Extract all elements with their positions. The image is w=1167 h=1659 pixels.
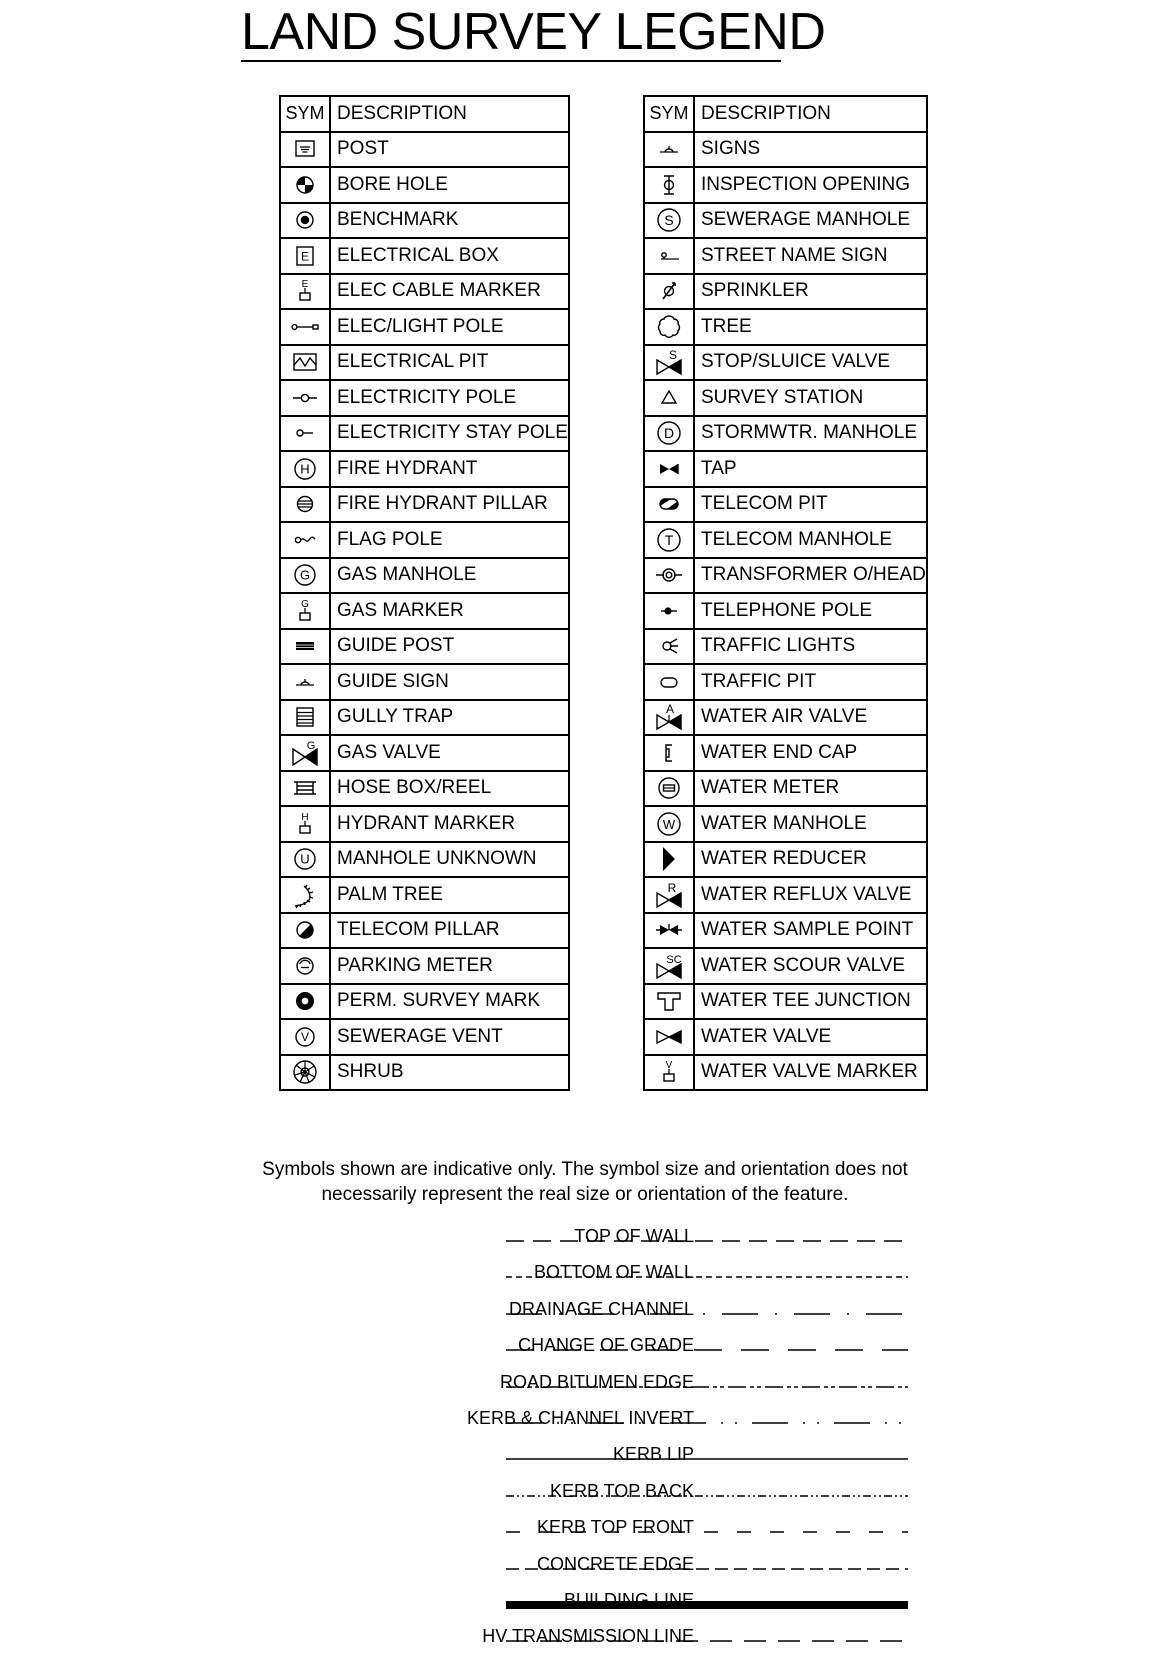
- description-cell: TRANSFORMER O/HEAD: [694, 558, 927, 594]
- legend-row: [644, 735, 927, 771]
- line-type-label: HV TRANSMISSION LINE: [482, 1626, 694, 1647]
- symbol-cell: [644, 558, 694, 594]
- legend-row: [644, 558, 927, 594]
- symbol-cell: [280, 132, 330, 168]
- legend-row: [280, 522, 569, 558]
- legend-row: [644, 700, 927, 736]
- description-cell: GUIDE POST: [330, 629, 569, 665]
- description-cell: PARKING METER: [330, 948, 569, 984]
- description-cell: ELECTRICAL PIT: [330, 345, 569, 381]
- description-cell: SHRUB: [330, 1055, 569, 1091]
- line-type-row: [230, 1513, 930, 1549]
- line-type-label: BOTTOM OF WALL: [533, 1262, 694, 1283]
- symbol-cell: [644, 203, 694, 239]
- survey-station-icon: [655, 384, 683, 412]
- legend-row: [644, 1019, 927, 1055]
- line-type-row: [230, 1622, 930, 1658]
- transformer-ohead-icon: [655, 561, 683, 589]
- legend-row: [280, 593, 569, 629]
- bore-hole-icon: [291, 171, 319, 199]
- line-type-row: [230, 1222, 930, 1258]
- description-cell: STOP/SLUICE VALVE: [694, 345, 927, 381]
- legend-row: [644, 984, 927, 1020]
- description-cell: SPRINKLER: [694, 274, 927, 310]
- page-title: LAND SURVEY LEGEND: [241, 3, 826, 61]
- symbol-cell: [644, 522, 694, 558]
- line-type-label: DRAINAGE CHANNEL: [508, 1298, 694, 1319]
- svg-text:SC: SC: [666, 953, 682, 966]
- description-cell: WATER METER: [694, 771, 927, 807]
- palm-tree-icon: [291, 881, 319, 909]
- legend-row: [644, 132, 927, 168]
- symbol-cell: [280, 877, 330, 913]
- line-sample-dash-short-dot: [506, 1382, 908, 1392]
- description-cell: ELEC/LIGHT POLE: [330, 309, 569, 345]
- disclaimer-line-1: Symbols shown are indicative only. The symbol size and orientation does not: [262, 1159, 908, 1180]
- description-cell: SURVEY STATION: [694, 380, 927, 416]
- svg-text:G: G: [306, 739, 316, 752]
- gully-trap-icon: [291, 703, 319, 731]
- symbol-cell: [280, 735, 330, 771]
- description-cell: FIRE HYDRANT PILLAR: [330, 487, 569, 523]
- svg-text:H: H: [301, 811, 309, 823]
- svg-text:G: G: [301, 598, 309, 610]
- parking-meter-icon: [291, 952, 319, 980]
- line-type-label: KERB TOP FRONT: [536, 1517, 694, 1538]
- legend-row: [280, 1055, 569, 1091]
- symbol-cell: [280, 806, 330, 842]
- symbol-cell: [644, 451, 694, 487]
- water-meter-icon: [655, 774, 683, 802]
- telecom-manhole-icon: [655, 526, 683, 554]
- left-legend-table: [279, 95, 570, 1091]
- symbol-cell: [644, 842, 694, 878]
- description-cell: WATER AIR VALVE: [694, 700, 927, 736]
- legend-row: [280, 1019, 569, 1055]
- electricity-stay-pole-icon: [291, 419, 319, 447]
- table-header-row: [280, 96, 569, 132]
- legend-row: [280, 771, 569, 807]
- description-cell: GULLY TRAP: [330, 700, 569, 736]
- legend-row: [280, 984, 569, 1020]
- symbol-cell: [280, 522, 330, 558]
- line-sample-long-dash: [506, 1236, 908, 1246]
- legend-row: [644, 416, 927, 452]
- symbol-cell: [280, 345, 330, 381]
- legend-row: [280, 132, 569, 168]
- stormwater-manhole-icon: [655, 419, 683, 447]
- shrub-icon: [291, 1058, 319, 1086]
- line-type-row: [230, 1295, 930, 1331]
- symbol-cell: [644, 806, 694, 842]
- description-header: DESCRIPTION: [330, 96, 569, 132]
- legend-row: [280, 664, 569, 700]
- description-cell: PALM TREE: [330, 877, 569, 913]
- description-cell: ELEC CABLE MARKER: [330, 274, 569, 310]
- fire-hydrant-icon: [291, 455, 319, 483]
- line-type-legend: [230, 1222, 930, 1659]
- description-cell: SIGNS: [694, 132, 927, 168]
- benchmark-icon: [291, 206, 319, 234]
- line-type-row: [230, 1586, 930, 1622]
- symbol-cell: [644, 913, 694, 949]
- elec-cable-marker-icon: [291, 277, 319, 305]
- legend-row: [644, 842, 927, 878]
- gas-valve-icon: [291, 739, 319, 767]
- water-sample-point-icon: [655, 916, 683, 944]
- legend-row: [280, 167, 569, 203]
- description-cell: SEWERAGE VENT: [330, 1019, 569, 1055]
- description-cell: TREE: [694, 309, 927, 345]
- inspection-opening-icon: [655, 171, 683, 199]
- symbol-cell: [644, 238, 694, 274]
- symbol-cell: [280, 664, 330, 700]
- symbol-cell: [644, 771, 694, 807]
- legend-row: [644, 274, 927, 310]
- legend-row: [280, 700, 569, 736]
- line-sample-dash-dot-dot: [506, 1418, 908, 1428]
- description-cell: GAS MANHOLE: [330, 558, 569, 594]
- legend-row: [280, 558, 569, 594]
- symbol-cell: [280, 700, 330, 736]
- description-cell: ELECTRICITY POLE: [330, 380, 569, 416]
- description-cell: BORE HOLE: [330, 167, 569, 203]
- line-type-label: BUILDING LINE: [563, 1589, 694, 1610]
- legend-row: [644, 877, 927, 913]
- water-manhole-icon: [655, 810, 683, 838]
- legend-row: [280, 345, 569, 381]
- description-cell: ELECTRICAL BOX: [330, 238, 569, 274]
- symbol-cell: [280, 771, 330, 807]
- legend-row: [280, 629, 569, 665]
- symbol-cell: [280, 984, 330, 1020]
- line-type-label: ROAD BITUMEN EDGE: [499, 1371, 694, 1392]
- symbol-cell: [644, 1019, 694, 1055]
- flag-pole-icon: [291, 526, 319, 554]
- description-cell: FIRE HYDRANT: [330, 451, 569, 487]
- svg-text:U: U: [300, 851, 310, 867]
- legend-row: [644, 664, 927, 700]
- symbol-cell: [280, 380, 330, 416]
- description-cell: WATER REDUCER: [694, 842, 927, 878]
- symbol-cell: [280, 593, 330, 629]
- description-cell: INSPECTION OPENING: [694, 167, 927, 203]
- svg-text:T: T: [664, 531, 674, 548]
- line-type-row: [230, 1331, 930, 1367]
- svg-text:A: A: [665, 703, 675, 717]
- svg-text:S: S: [664, 212, 674, 229]
- symbol-cell: [644, 132, 694, 168]
- water-end-cap-icon: [655, 739, 683, 767]
- legend-row: [280, 735, 569, 771]
- description-cell: WATER END CAP: [694, 735, 927, 771]
- description-cell: TRAFFIC LIGHTS: [694, 629, 927, 665]
- legend-row: [280, 203, 569, 239]
- legend-row: [644, 522, 927, 558]
- description-cell: BENCHMARK: [330, 203, 569, 239]
- legend-row: [280, 948, 569, 984]
- symbol-cell: [280, 451, 330, 487]
- legend-row: [644, 771, 927, 807]
- telephone-pole-icon: [655, 597, 683, 625]
- svg-text:H: H: [300, 461, 310, 477]
- symbol-cell: [280, 487, 330, 523]
- description-cell: POST: [330, 132, 569, 168]
- symbol-cell: [280, 416, 330, 452]
- table-header-row: [644, 96, 927, 132]
- symbol-cell: [280, 203, 330, 239]
- symbol-cell: [280, 1019, 330, 1055]
- line-type-label: KERB & CHANNEL INVERT: [466, 1407, 694, 1428]
- water-air-valve-icon: [655, 703, 683, 731]
- line-type-row: [230, 1440, 930, 1476]
- description-cell: TELECOM MANHOLE: [694, 522, 927, 558]
- symbol-cell: [280, 1055, 330, 1091]
- symbol-cell: [644, 345, 694, 381]
- legend-row: [644, 593, 927, 629]
- legend-row: [644, 629, 927, 665]
- svg-text:V: V: [300, 1029, 310, 1044]
- description-cell: TRAFFIC PIT: [694, 664, 927, 700]
- line-type-row: [230, 1368, 930, 1404]
- symbol-cell: [644, 380, 694, 416]
- description-cell: WATER TEE JUNCTION: [694, 984, 927, 1020]
- description-cell: WATER SCOUR VALVE: [694, 948, 927, 984]
- title-underline: [241, 60, 781, 62]
- guide-post-icon: [291, 632, 319, 660]
- description-cell: WATER REFLUX VALVE: [694, 877, 927, 913]
- tap-icon: [655, 455, 683, 483]
- legend-row: [280, 380, 569, 416]
- description-cell: TELEPHONE POLE: [694, 593, 927, 629]
- legend-row: [644, 380, 927, 416]
- legend-row: [644, 238, 927, 274]
- signs-icon: [655, 135, 683, 163]
- sym-header: SYM: [644, 96, 694, 132]
- legend-row: [644, 167, 927, 203]
- symbol-cell: [280, 629, 330, 665]
- svg-text:S: S: [668, 348, 678, 363]
- legend-row: [280, 309, 569, 345]
- symbol-cell: [644, 416, 694, 452]
- description-cell: MANHOLE UNKNOWN: [330, 842, 569, 878]
- electricity-pole-icon: [291, 384, 319, 412]
- line-type-label: TOP OF WALL: [574, 1226, 694, 1246]
- traffic-pit-icon: [655, 668, 683, 696]
- elec-light-pole-icon: [291, 313, 319, 341]
- description-cell: HYDRANT MARKER: [330, 806, 569, 842]
- perm-survey-mark-icon: [291, 987, 319, 1015]
- symbol-cell: [280, 948, 330, 984]
- symbol-cell: [280, 274, 330, 310]
- symbol-cell: [644, 593, 694, 629]
- symbol-cell: [280, 238, 330, 274]
- description-cell: TELECOM PIT: [694, 487, 927, 523]
- legend-row: [644, 451, 927, 487]
- water-valve-marker-icon: [655, 1058, 683, 1086]
- description-cell: HOSE BOX/REEL: [330, 771, 569, 807]
- svg-text:V: V: [665, 1060, 673, 1072]
- line-sample-dash-tight: [506, 1564, 908, 1574]
- electrical-pit-icon: [291, 348, 319, 376]
- line-type-row: [230, 1404, 930, 1440]
- legend-row: [644, 806, 927, 842]
- description-cell: SEWERAGE MANHOLE: [694, 203, 927, 239]
- disclaimer-line-2: necessarily represent the real size or orientation of the feature.: [321, 1184, 849, 1205]
- water-tee-junction-icon: [655, 987, 683, 1015]
- line-sample-thick-solid: [506, 1600, 908, 1610]
- symbol-cell: [644, 1055, 694, 1091]
- manhole-unknown-icon: [291, 845, 319, 873]
- description-cell: WATER MANHOLE: [694, 806, 927, 842]
- line-sample-solid: [506, 1454, 908, 1464]
- symbol-cell: [644, 877, 694, 913]
- street-name-sign-icon: [655, 242, 683, 270]
- line-sample-long-dash-wide: [506, 1345, 908, 1355]
- legend-row: [644, 487, 927, 523]
- description-cell: GAS VALVE: [330, 735, 569, 771]
- description-cell: TELECOM PILLAR: [330, 913, 569, 949]
- gas-marker-icon: [291, 597, 319, 625]
- symbol-cell: [280, 913, 330, 949]
- line-type-label: CHANGE OF GRADE: [517, 1335, 694, 1356]
- description-cell: WATER VALVE: [694, 1019, 927, 1055]
- description-cell: STREET NAME SIGN: [694, 238, 927, 274]
- description-header: DESCRIPTION: [694, 96, 927, 132]
- line-type-row: [230, 1550, 930, 1586]
- sewerage-vent-icon: [291, 1023, 319, 1051]
- legend-row: [644, 948, 927, 984]
- symbol-cell: [644, 309, 694, 345]
- legend-row: [280, 913, 569, 949]
- legend-row: [644, 1055, 927, 1091]
- legend-row: [644, 203, 927, 239]
- description-cell: PERM. SURVEY MARK: [330, 984, 569, 1020]
- description-cell: STORMWTR. MANHOLE: [694, 416, 927, 452]
- tree-icon: [655, 313, 683, 341]
- line-type-row: [230, 1258, 930, 1294]
- stop-sluice-valve-icon: [655, 348, 683, 376]
- legend-row: [644, 913, 927, 949]
- line-sample-short-dash: [506, 1272, 908, 1282]
- sewerage-manhole-icon: [655, 206, 683, 234]
- symbol-cell: [280, 842, 330, 878]
- line-type-row: [230, 1477, 930, 1513]
- fire-hydrant-pillar-icon: [291, 490, 319, 518]
- electrical-box-icon: [291, 242, 319, 270]
- description-cell: FLAG POLE: [330, 522, 569, 558]
- gas-manhole-icon: [291, 561, 319, 589]
- water-reflux-valve-icon: [655, 881, 683, 909]
- hydrant-marker-icon: [291, 810, 319, 838]
- post-icon: [291, 135, 319, 163]
- legend-row: [280, 451, 569, 487]
- svg-text:E: E: [300, 249, 310, 264]
- symbol-cell: [644, 700, 694, 736]
- line-sample-dash-wide: [506, 1636, 908, 1646]
- description-cell: WATER VALVE MARKER: [694, 1055, 927, 1091]
- line-sample-medium-dash: [506, 1527, 908, 1537]
- guide-sign-icon: [291, 668, 319, 696]
- legend-row: [280, 238, 569, 274]
- sprinkler-icon: [655, 277, 683, 305]
- line-type-label: KERB LIP: [612, 1444, 694, 1465]
- telecom-pit-icon: [655, 490, 683, 518]
- water-reducer-icon: [655, 845, 683, 873]
- hose-box-reel-icon: [291, 774, 319, 802]
- svg-text:W: W: [662, 816, 676, 832]
- line-sample-dash-dot: [506, 1309, 908, 1319]
- symbol-cell: [644, 167, 694, 203]
- legend-row: [644, 345, 927, 381]
- svg-text:E: E: [301, 279, 309, 291]
- symbol-cell: [644, 948, 694, 984]
- legend-row: [280, 842, 569, 878]
- water-scour-valve-icon: [655, 952, 683, 980]
- symbol-cell: [644, 274, 694, 310]
- symbol-cell: [644, 664, 694, 700]
- line-sample-dash-dot-dot-dense: [506, 1491, 908, 1501]
- legend-row: [280, 274, 569, 310]
- symbol-cell: [280, 167, 330, 203]
- symbol-cell: [280, 558, 330, 594]
- water-valve-icon: [655, 1023, 683, 1051]
- description-cell: ELECTRICITY STAY POLE: [330, 416, 569, 452]
- description-cell: TAP: [694, 451, 927, 487]
- right-legend-table: [643, 95, 928, 1091]
- svg-text:G: G: [299, 567, 311, 583]
- sym-header: SYM: [280, 96, 330, 132]
- legend-row: [280, 416, 569, 452]
- description-cell: GUIDE SIGN: [330, 664, 569, 700]
- symbol-cell: [644, 984, 694, 1020]
- legend-row: [644, 309, 927, 345]
- symbol-cell: [280, 309, 330, 345]
- legend-row: [280, 877, 569, 913]
- disclaimer: [240, 1157, 930, 1207]
- telecom-pillar-icon: [291, 916, 319, 944]
- line-type-label: CONCRETE EDGE: [536, 1553, 694, 1574]
- legend-row: [280, 487, 569, 523]
- svg-text:R: R: [667, 880, 677, 895]
- traffic-lights-icon: [655, 632, 683, 660]
- description-cell: GAS MARKER: [330, 593, 569, 629]
- symbol-cell: [644, 487, 694, 523]
- symbol-cell: [644, 629, 694, 665]
- symbol-cell: [644, 735, 694, 771]
- line-type-label: KERB TOP BACK: [549, 1480, 694, 1501]
- description-cell: WATER SAMPLE POINT: [694, 913, 927, 949]
- svg-text:D: D: [663, 425, 675, 442]
- legend-row: [280, 806, 569, 842]
